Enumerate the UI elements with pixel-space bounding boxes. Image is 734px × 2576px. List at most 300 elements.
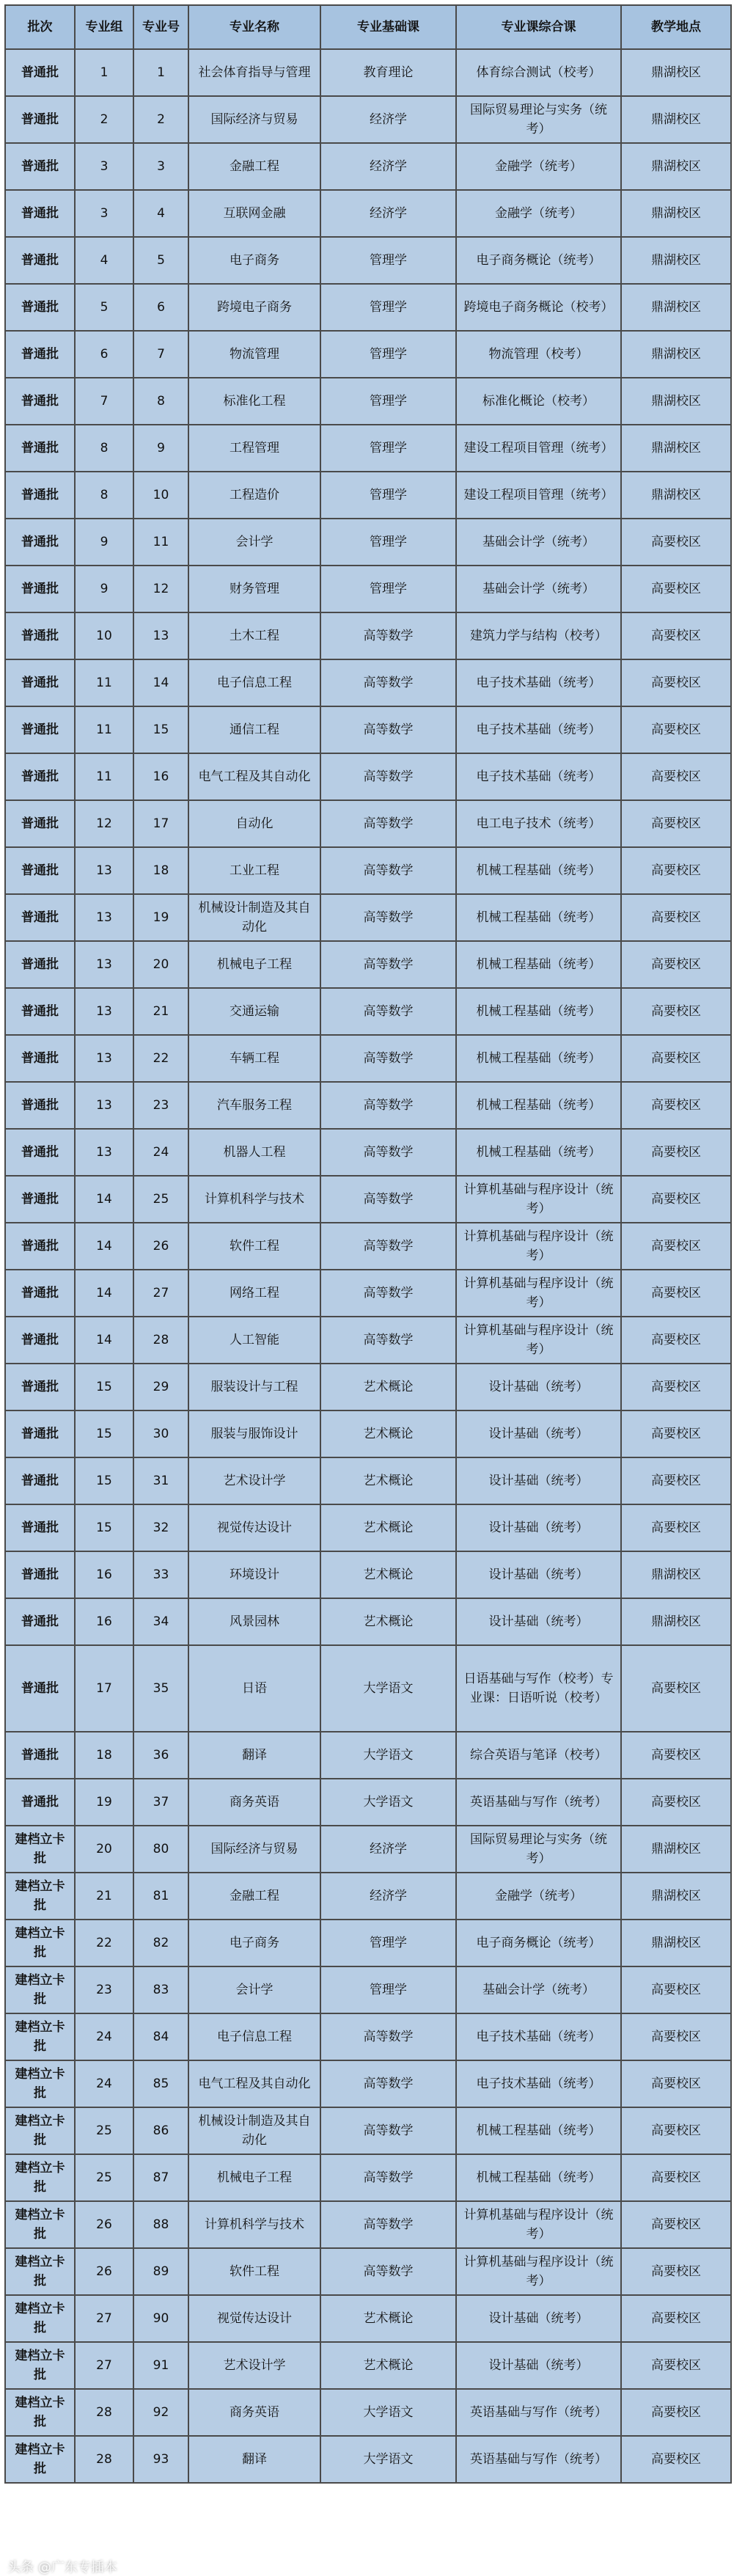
cell-major-no: 11: [133, 519, 188, 566]
cell-campus: 鼎湖校区: [621, 96, 731, 143]
cell-basic-course: 管理学: [320, 566, 456, 612]
cell-group: 4: [75, 237, 133, 284]
cell-major-no: 92: [133, 2389, 188, 2436]
cell-campus: 高要校区: [621, 1645, 731, 1732]
header-campus: 教学地点: [621, 5, 731, 49]
cell-campus: 鼎湖校区: [621, 190, 731, 237]
table-row: [5, 894, 731, 941]
cell-batch: 建档立卡批: [5, 2248, 75, 2295]
table-row: [5, 1317, 731, 1364]
cell-campus: 鼎湖校区: [621, 284, 731, 331]
cell-batch: 普通批: [5, 190, 75, 237]
cell-basic-course: 艺术概论: [320, 1410, 456, 1457]
table-row: [5, 190, 731, 237]
cell-batch: 普通批: [5, 1410, 75, 1457]
cell-major-no: 84: [133, 2013, 188, 2060]
cell-major-name: 机械电子工程: [188, 2154, 320, 2201]
cell-campus: 鼎湖校区: [621, 1826, 731, 1873]
cell-group: 24: [75, 2013, 133, 2060]
table-row: [5, 2107, 731, 2154]
cell-comprehensive-course: 机械工程基础（统考）: [456, 1082, 621, 1129]
cell-major-no: 10: [133, 472, 188, 519]
cell-batch: 普通批: [5, 753, 75, 800]
cell-group: 25: [75, 2154, 133, 2201]
cell-major-name: 跨境电子商务: [188, 284, 320, 331]
cell-major-no: 14: [133, 659, 188, 706]
cell-group: 6: [75, 331, 133, 378]
cell-batch: 建档立卡批: [5, 2295, 75, 2342]
cell-comprehensive-course: 英语基础与写作（统考）: [456, 2389, 621, 2436]
cell-major-name: 工程造价: [188, 472, 320, 519]
cell-basic-course: 高等数学: [320, 1223, 456, 1270]
cell-basic-course: 管理学: [320, 425, 456, 472]
cell-major-name: 通信工程: [188, 706, 320, 753]
cell-batch: 普通批: [5, 1732, 75, 1779]
cell-campus: 高要校区: [621, 988, 731, 1035]
cell-batch: 普通批: [5, 425, 75, 472]
table-row: [5, 706, 731, 753]
table-row: [5, 1551, 731, 1598]
cell-basic-course: 高等数学: [320, 800, 456, 847]
table-row: [5, 847, 731, 894]
cell-group: 5: [75, 284, 133, 331]
cell-comprehensive-course: 英语基础与写作（统考）: [456, 1779, 621, 1826]
cell-campus: 高要校区: [621, 941, 731, 988]
cell-major-name: 电气工程及其自动化: [188, 753, 320, 800]
table-row: [5, 519, 731, 566]
cell-comprehensive-course: 设计基础（统考）: [456, 1504, 621, 1551]
cell-comprehensive-course: 设计基础（统考）: [456, 1410, 621, 1457]
cell-batch: 普通批: [5, 472, 75, 519]
cell-batch: 普通批: [5, 566, 75, 612]
cell-basic-course: 艺术概论: [320, 2342, 456, 2389]
cell-batch: 普通批: [5, 988, 75, 1035]
cell-major-name: 艺术设计学: [188, 2342, 320, 2389]
cell-batch: 普通批: [5, 706, 75, 753]
cell-comprehensive-course: 电子技术基础（统考）: [456, 2060, 621, 2107]
cell-major-name: 电子信息工程: [188, 2013, 320, 2060]
cell-campus: 高要校区: [621, 1966, 731, 2013]
cell-comprehensive-course: 设计基础（统考）: [456, 1364, 621, 1410]
cell-batch: 普通批: [5, 847, 75, 894]
cell-comprehensive-course: 基础会计学（统考）: [456, 519, 621, 566]
cell-major-no: 26: [133, 1223, 188, 1270]
cell-comprehensive-course: 机械工程基础（统考）: [456, 894, 621, 941]
cell-major-no: 3: [133, 143, 188, 190]
cell-basic-course: 高等数学: [320, 894, 456, 941]
cell-major-no: 15: [133, 706, 188, 753]
cell-basic-course: 高等数学: [320, 753, 456, 800]
cell-major-no: 16: [133, 753, 188, 800]
cell-campus: 高要校区: [621, 1457, 731, 1504]
table-row: [5, 378, 731, 425]
cell-group: 14: [75, 1223, 133, 1270]
cell-campus: 鼎湖校区: [621, 1873, 731, 1920]
cell-comprehensive-course: 计算机基础与程序设计（统考）: [456, 2201, 621, 2248]
cell-major-name: 机器人工程: [188, 1129, 320, 1176]
cell-group: 11: [75, 706, 133, 753]
cell-group: 23: [75, 1966, 133, 2013]
cell-comprehensive-course: 基础会计学（统考）: [456, 566, 621, 612]
cell-campus: 高要校区: [621, 2154, 731, 2201]
cell-major-name: 互联网金融: [188, 190, 320, 237]
cell-campus: 高要校区: [621, 1317, 731, 1364]
cell-major-no: 82: [133, 1920, 188, 1966]
table-row: [5, 237, 731, 284]
cell-group: 15: [75, 1504, 133, 1551]
cell-major-no: 25: [133, 1176, 188, 1223]
table-row: [5, 612, 731, 659]
cell-major-name: 软件工程: [188, 1223, 320, 1270]
cell-batch: 普通批: [5, 1457, 75, 1504]
cell-campus: 鼎湖校区: [621, 425, 731, 472]
cell-campus: 鼎湖校区: [621, 1598, 731, 1645]
cell-major-name: 软件工程: [188, 2248, 320, 2295]
cell-batch: 建档立卡批: [5, 1826, 75, 1873]
table-row: [5, 988, 731, 1035]
cell-batch: 普通批: [5, 96, 75, 143]
cell-basic-course: 经济学: [320, 1826, 456, 1873]
cell-group: 3: [75, 190, 133, 237]
cell-major-no: 31: [133, 1457, 188, 1504]
cell-major-no: 19: [133, 894, 188, 941]
cell-major-name: 环境设计: [188, 1551, 320, 1598]
cell-group: 3: [75, 143, 133, 190]
cell-major-name: 工业工程: [188, 847, 320, 894]
cell-campus: 高要校区: [621, 1082, 731, 1129]
cell-major-no: 35: [133, 1645, 188, 1732]
cell-major-name: 机械设计制造及其自动化: [188, 894, 320, 941]
table-row: [5, 143, 731, 190]
cell-group: 8: [75, 472, 133, 519]
cell-basic-course: 管理学: [320, 378, 456, 425]
cell-major-no: 33: [133, 1551, 188, 1598]
cell-comprehensive-course: 跨境电子商务概论（校考）: [456, 284, 621, 331]
cell-group: 28: [75, 2389, 133, 2436]
cell-major-name: 服装与服饰设计: [188, 1410, 320, 1457]
cell-basic-course: 管理学: [320, 331, 456, 378]
table-row: [5, 1826, 731, 1873]
cell-campus: 高要校区: [621, 612, 731, 659]
cell-basic-course: 大学语文: [320, 2389, 456, 2436]
cell-major-name: 金融工程: [188, 1873, 320, 1920]
cell-batch: 普通批: [5, 378, 75, 425]
cell-major-name: 视觉传达设计: [188, 2295, 320, 2342]
table-row: [5, 284, 731, 331]
cell-group: 10: [75, 612, 133, 659]
cell-comprehensive-course: 设计基础（统考）: [456, 1457, 621, 1504]
cell-campus: 高要校区: [621, 894, 731, 941]
cell-group: 13: [75, 1035, 133, 1082]
table-row: [5, 800, 731, 847]
cell-comprehensive-course: 计算机基础与程序设计（统考）: [456, 2248, 621, 2295]
cell-batch: 建档立卡批: [5, 2342, 75, 2389]
table-row: [5, 1966, 731, 2013]
table-row: [5, 2248, 731, 2295]
cell-batch: 建档立卡批: [5, 1873, 75, 1920]
cell-major-no: 27: [133, 1270, 188, 1317]
cell-group: 27: [75, 2342, 133, 2389]
cell-campus: 高要校区: [621, 2013, 731, 2060]
cell-comprehensive-course: 金融学（统考）: [456, 190, 621, 237]
cell-major-name: 电子商务: [188, 1920, 320, 1966]
cell-major-no: 24: [133, 1129, 188, 1176]
cell-group: 15: [75, 1364, 133, 1410]
cell-comprehensive-course: 体育综合测试（校考）: [456, 49, 621, 96]
cell-comprehensive-course: 建设工程项目管理（统考）: [456, 472, 621, 519]
cell-batch: 普通批: [5, 1551, 75, 1598]
watermark: 头条 @广东专插本: [7, 2560, 117, 2575]
cell-comprehensive-course: 设计基础（统考）: [456, 1551, 621, 1598]
cell-major-no: 93: [133, 2436, 188, 2483]
table-row: [5, 2013, 731, 2060]
cell-major-no: 34: [133, 1598, 188, 1645]
cell-basic-course: 高等数学: [320, 706, 456, 753]
cell-campus: 高要校区: [621, 1223, 731, 1270]
cell-major-name: 翻译: [188, 2436, 320, 2483]
cell-major-no: 37: [133, 1779, 188, 1826]
cell-comprehensive-course: 电子商务概论（统考）: [456, 237, 621, 284]
cell-campus: 高要校区: [621, 1129, 731, 1176]
cell-comprehensive-course: 计算机基础与程序设计（统考）: [456, 1317, 621, 1364]
cell-group: 12: [75, 800, 133, 847]
cell-basic-course: 管理学: [320, 237, 456, 284]
cell-group: 13: [75, 1082, 133, 1129]
cell-batch: 普通批: [5, 800, 75, 847]
cell-major-name: 计算机科学与技术: [188, 2201, 320, 2248]
cell-basic-course: 大学语文: [320, 1645, 456, 1732]
cell-group: 26: [75, 2201, 133, 2248]
cell-comprehensive-course: 电工电子技术（统考）: [456, 800, 621, 847]
cell-comprehensive-course: 设计基础（统考）: [456, 1598, 621, 1645]
cell-comprehensive-course: 电子技术基础（统考）: [456, 659, 621, 706]
cell-major-no: 85: [133, 2060, 188, 2107]
cell-campus: 高要校区: [621, 753, 731, 800]
cell-group: 20: [75, 1826, 133, 1873]
cell-major-no: 4: [133, 190, 188, 237]
header-row: [5, 5, 731, 49]
cell-comprehensive-course: 标准化概论（校考）: [456, 378, 621, 425]
header-major-name: 专业名称: [188, 5, 320, 49]
cell-major-no: 80: [133, 1826, 188, 1873]
cell-major-name: 电子商务: [188, 237, 320, 284]
cell-basic-course: 高等数学: [320, 1176, 456, 1223]
cell-comprehensive-course: 机械工程基础（统考）: [456, 1129, 621, 1176]
cell-batch: 普通批: [5, 1645, 75, 1732]
cell-group: 16: [75, 1598, 133, 1645]
table-row: [5, 1732, 731, 1779]
table-row: [5, 96, 731, 143]
table-row: [5, 1645, 731, 1732]
cell-major-name: 物流管理: [188, 331, 320, 378]
cell-major-no: 9: [133, 425, 188, 472]
cell-basic-course: 经济学: [320, 190, 456, 237]
cell-major-no: 17: [133, 800, 188, 847]
cell-campus: 高要校区: [621, 519, 731, 566]
cell-basic-course: 高等数学: [320, 659, 456, 706]
cell-major-no: 32: [133, 1504, 188, 1551]
cell-group: 11: [75, 753, 133, 800]
cell-campus: 高要校区: [621, 1779, 731, 1826]
cell-major-name: 网络工程: [188, 1270, 320, 1317]
cell-batch: 普通批: [5, 1035, 75, 1082]
cell-major-name: 商务英语: [188, 1779, 320, 1826]
cell-major-name: 土木工程: [188, 612, 320, 659]
table-row: [5, 1176, 731, 1223]
cell-basic-course: 高等数学: [320, 2201, 456, 2248]
cell-comprehensive-course: 电子技术基础（统考）: [456, 753, 621, 800]
cell-group: 18: [75, 1732, 133, 1779]
cell-batch: 建档立卡批: [5, 2154, 75, 2201]
cell-campus: 高要校区: [621, 1035, 731, 1082]
cell-batch: 普通批: [5, 284, 75, 331]
table-row: [5, 1270, 731, 1317]
cell-major-name: 机械电子工程: [188, 941, 320, 988]
cell-major-no: 20: [133, 941, 188, 988]
cell-batch: 普通批: [5, 612, 75, 659]
table-row: [5, 1035, 731, 1082]
cell-comprehensive-course: 日语基础与写作（校考）专业课：日语听说（校考）: [456, 1645, 621, 1732]
cell-group: 24: [75, 2060, 133, 2107]
cell-group: 11: [75, 659, 133, 706]
table-row: [5, 566, 731, 612]
cell-basic-course: 高等数学: [320, 1270, 456, 1317]
cell-basic-course: 高等数学: [320, 2107, 456, 2154]
table-row: [5, 1129, 731, 1176]
cell-batch: 建档立卡批: [5, 2201, 75, 2248]
cell-group: 22: [75, 1920, 133, 1966]
table-row: [5, 1504, 731, 1551]
cell-basic-course: 高等数学: [320, 2013, 456, 2060]
cell-major-name: 会计学: [188, 1966, 320, 2013]
cell-basic-course: 艺术概论: [320, 1504, 456, 1551]
cell-major-no: 12: [133, 566, 188, 612]
cell-major-no: 30: [133, 1410, 188, 1457]
cell-basic-course: 管理学: [320, 1966, 456, 2013]
cell-basic-course: 高等数学: [320, 847, 456, 894]
cell-major-name: 工程管理: [188, 425, 320, 472]
header-comprehensive-course: 专业课综合课: [456, 5, 621, 49]
cell-major-name: 商务英语: [188, 2389, 320, 2436]
cell-comprehensive-course: 机械工程基础（统考）: [456, 2107, 621, 2154]
cell-comprehensive-course: 机械工程基础（统考）: [456, 1035, 621, 1082]
cell-major-no: 83: [133, 1966, 188, 2013]
cell-group: 28: [75, 2436, 133, 2483]
cell-campus: 鼎湖校区: [621, 1920, 731, 1966]
cell-batch: 普通批: [5, 1598, 75, 1645]
cell-comprehensive-course: 机械工程基础（统考）: [456, 988, 621, 1035]
cell-comprehensive-course: 金融学（统考）: [456, 1873, 621, 1920]
cell-basic-course: 经济学: [320, 143, 456, 190]
cell-major-no: 21: [133, 988, 188, 1035]
cell-major-no: 90: [133, 2295, 188, 2342]
cell-batch: 普通批: [5, 519, 75, 566]
cell-batch: 普通批: [5, 1176, 75, 1223]
cell-basic-course: 大学语文: [320, 2436, 456, 2483]
cell-comprehensive-course: 电子商务概论（统考）: [456, 1920, 621, 1966]
cell-group: 14: [75, 1270, 133, 1317]
cell-major-name: 国际经济与贸易: [188, 1826, 320, 1873]
table-row: [5, 753, 731, 800]
cell-basic-course: 高等数学: [320, 612, 456, 659]
table-row: [5, 2342, 731, 2389]
cell-comprehensive-course: 计算机基础与程序设计（统考）: [456, 1270, 621, 1317]
cell-batch: 普通批: [5, 49, 75, 96]
table-row: [5, 49, 731, 96]
table-row: [5, 1223, 731, 1270]
cell-batch: 普通批: [5, 331, 75, 378]
cell-group: 7: [75, 378, 133, 425]
cell-major-name: 机械设计制造及其自动化: [188, 2107, 320, 2154]
cell-campus: 高要校区: [621, 1504, 731, 1551]
cell-basic-course: 大学语文: [320, 1779, 456, 1826]
cell-campus: 高要校区: [621, 800, 731, 847]
cell-group: 26: [75, 2248, 133, 2295]
cell-group: 27: [75, 2295, 133, 2342]
cell-campus: 高要校区: [621, 847, 731, 894]
cell-basic-course: 高等数学: [320, 988, 456, 1035]
cell-batch: 普通批: [5, 1082, 75, 1129]
cell-basic-course: 高等数学: [320, 941, 456, 988]
cell-major-name: 金融工程: [188, 143, 320, 190]
cell-batch: 建档立卡批: [5, 2107, 75, 2154]
cell-basic-course: 管理学: [320, 1920, 456, 1966]
table-row: [5, 2154, 731, 2201]
cell-comprehensive-course: 设计基础（统考）: [456, 2342, 621, 2389]
cell-campus: 高要校区: [621, 2295, 731, 2342]
table-row: [5, 1082, 731, 1129]
cell-major-name: 车辆工程: [188, 1035, 320, 1082]
cell-comprehensive-course: 电子技术基础（统考）: [456, 2013, 621, 2060]
cell-major-name: 标准化工程: [188, 378, 320, 425]
cell-group: 2: [75, 96, 133, 143]
cell-comprehensive-course: 基础会计学（统考）: [456, 1966, 621, 2013]
enrollment-table: [4, 4, 732, 2484]
cell-batch: 普通批: [5, 659, 75, 706]
cell-comprehensive-course: 机械工程基础（统考）: [456, 847, 621, 894]
cell-group: 15: [75, 1410, 133, 1457]
cell-basic-course: 经济学: [320, 96, 456, 143]
cell-basic-course: 管理学: [320, 519, 456, 566]
table-row: [5, 659, 731, 706]
cell-basic-course: 高等数学: [320, 2060, 456, 2107]
cell-major-no: 7: [133, 331, 188, 378]
cell-batch: 建档立卡批: [5, 2013, 75, 2060]
table-row: [5, 1779, 731, 1826]
cell-batch: 普通批: [5, 1223, 75, 1270]
cell-campus: 鼎湖校区: [621, 1551, 731, 1598]
cell-basic-course: 管理学: [320, 284, 456, 331]
cell-major-name: 社会体育指导与管理: [188, 49, 320, 96]
cell-comprehensive-course: 金融学（统考）: [456, 143, 621, 190]
cell-batch: 建档立卡批: [5, 1966, 75, 2013]
cell-major-name: 自动化: [188, 800, 320, 847]
cell-batch: 普通批: [5, 1129, 75, 1176]
cell-basic-course: 高等数学: [320, 1317, 456, 1364]
cell-group: 9: [75, 566, 133, 612]
cell-batch: 建档立卡批: [5, 2389, 75, 2436]
cell-batch: 建档立卡批: [5, 1920, 75, 1966]
cell-basic-course: 经济学: [320, 1873, 456, 1920]
cell-basic-course: 艺术概论: [320, 1457, 456, 1504]
cell-campus: 鼎湖校区: [621, 472, 731, 519]
cell-campus: 高要校区: [621, 2248, 731, 2295]
cell-basic-course: 高等数学: [320, 1129, 456, 1176]
cell-basic-course: 高等数学: [320, 1035, 456, 1082]
cell-comprehensive-course: 国际贸易理论与实务（统考）: [456, 1826, 621, 1873]
cell-major-no: 6: [133, 284, 188, 331]
header-group: 专业组: [75, 5, 133, 49]
